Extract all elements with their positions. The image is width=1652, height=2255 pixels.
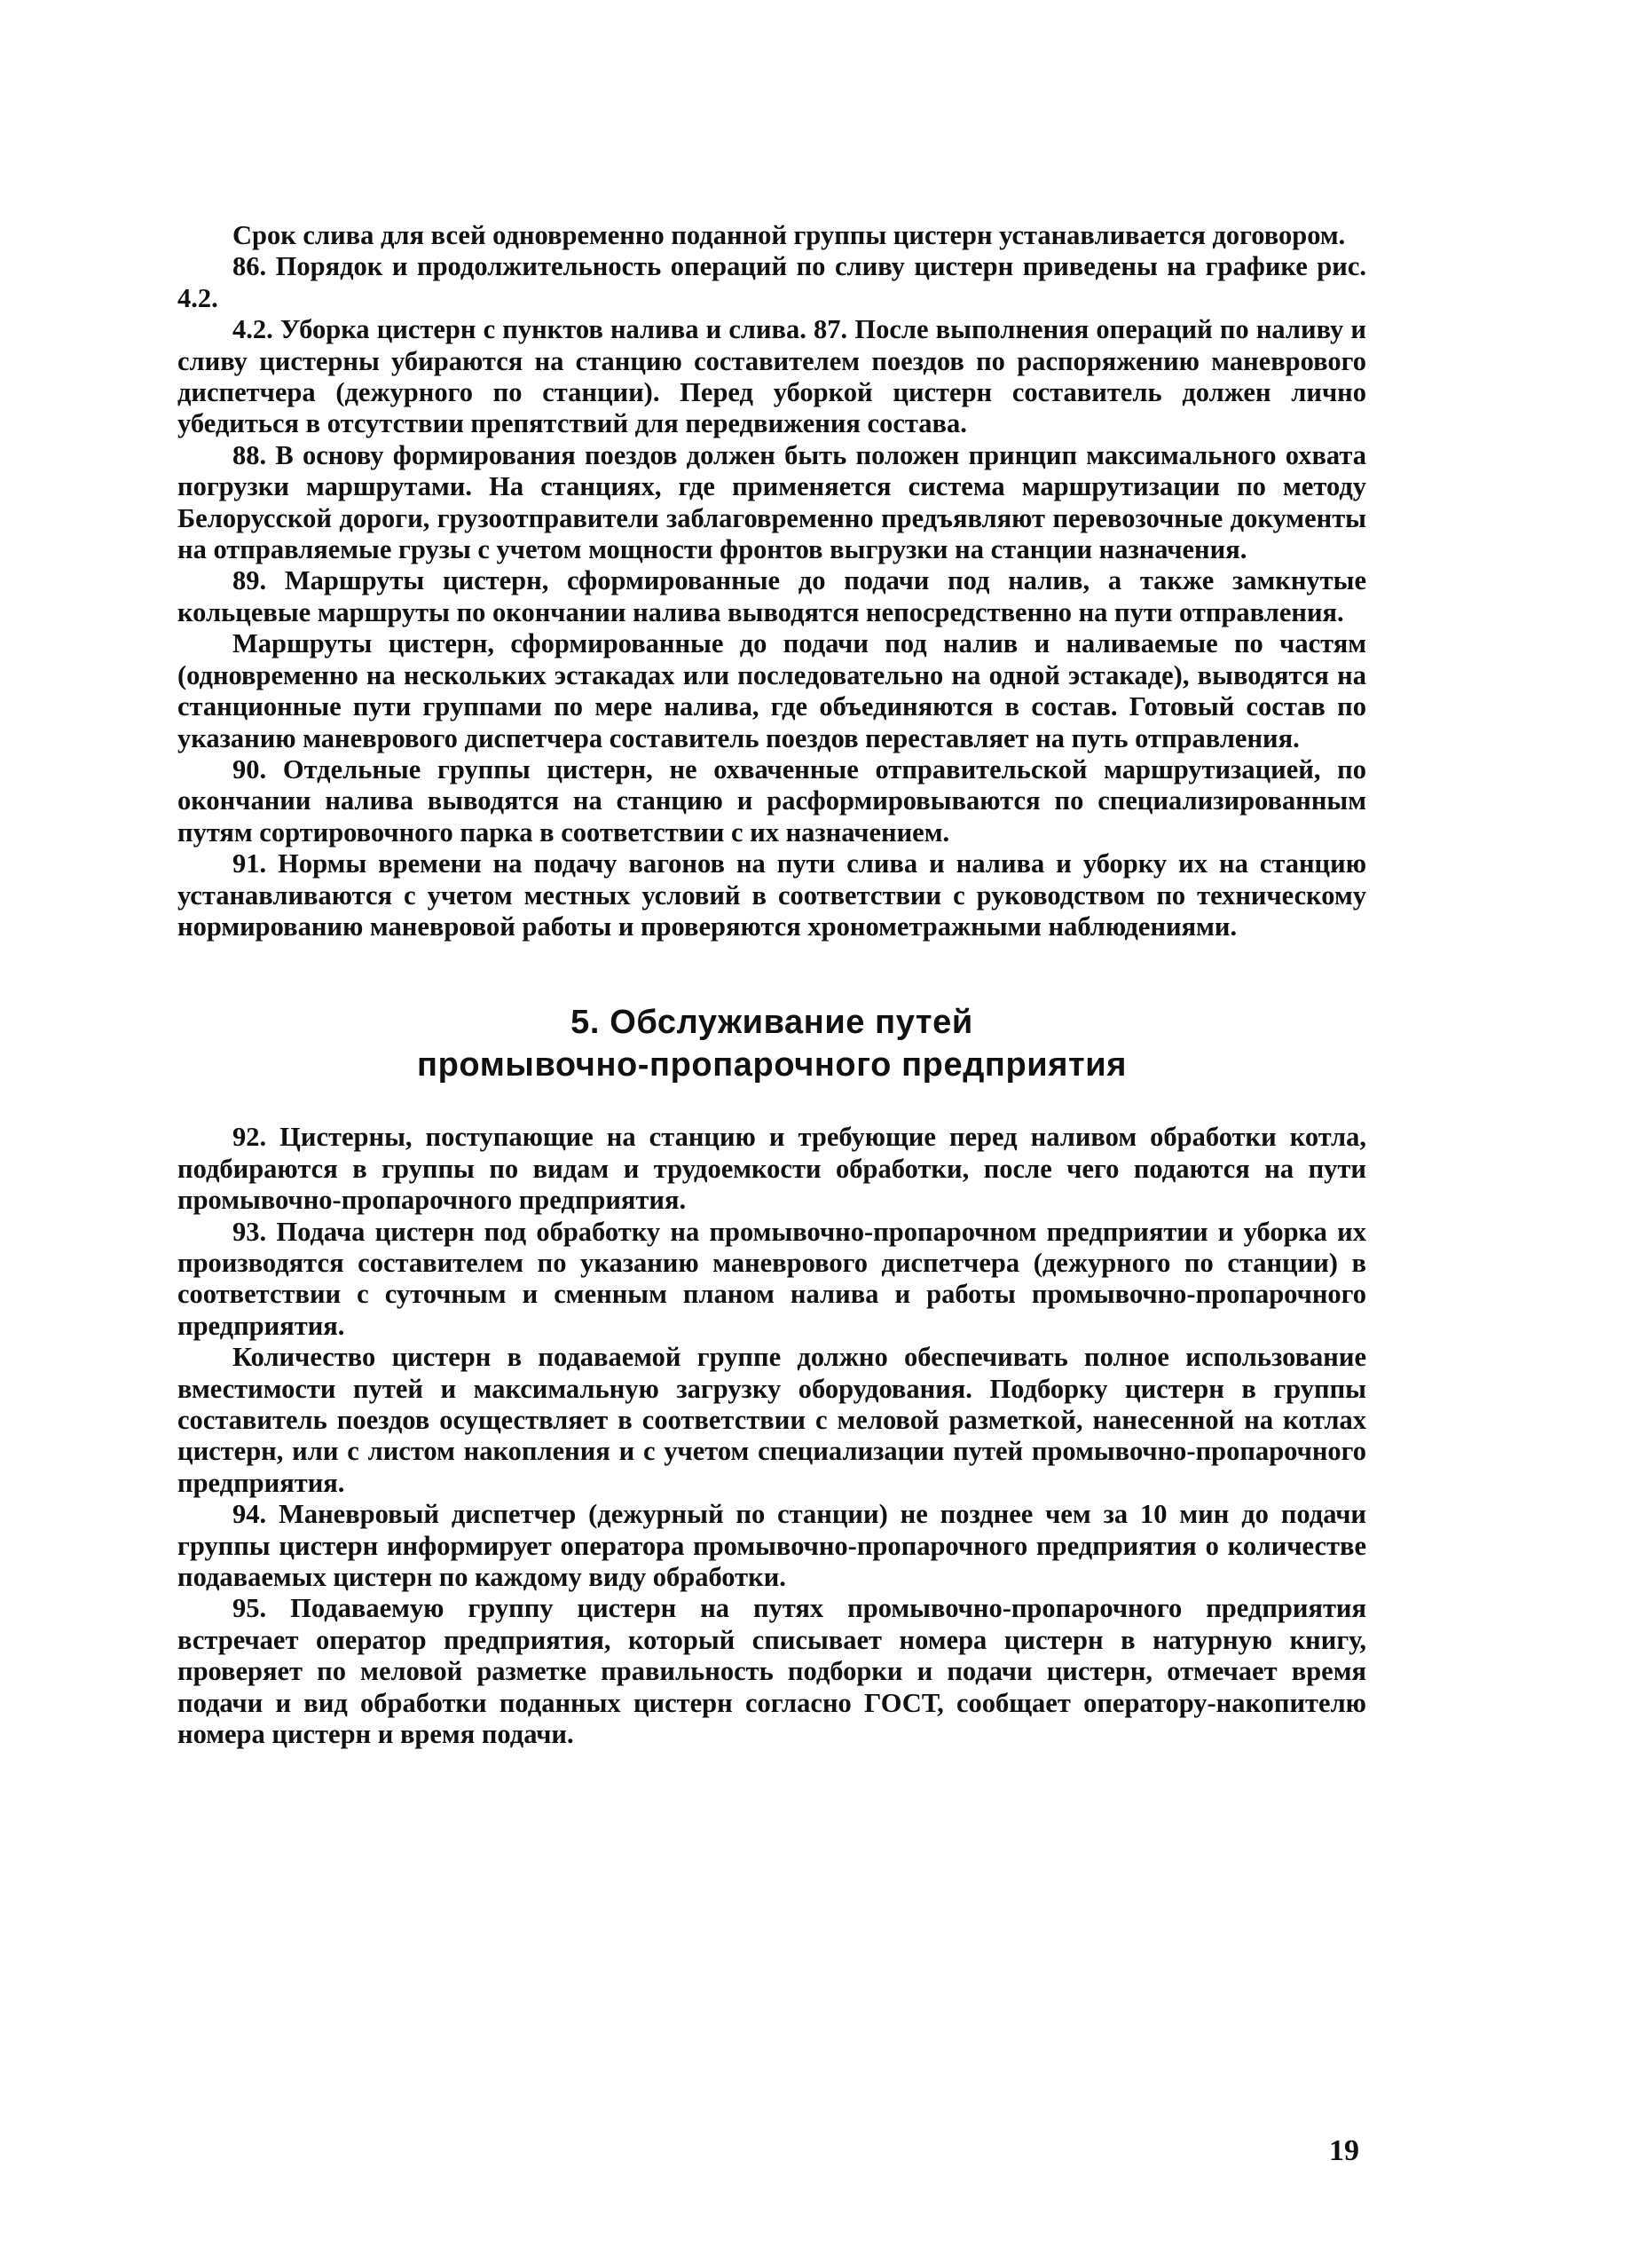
paragraph-95: 95. Подаваемую группу цистерн на путях промывочно-пропарочного предприятия встречает оператор предприятия, который списывает номера цистерн в натурную книгу, проверяет по меловой разметке правильность подборки и подачи цистерн, отмечает время подачи и вид обработки поданных цистерн согласно ГОСТ, сообщает оператору-накопителю номера цистерн и время подачи. <box>177 1593 1366 1750</box>
paragraph-drain-time: Срок слива для всей одновременно поданной группы цистерн устанавливается договором. <box>232 220 1346 250</box>
paragraph-90: 90. Отдельные группы цистерн, не охваченные отправительской маршрутизацией, по окончании налива выводятся на станцию и расформировываются по специализированным путям сортировочного парка в соответствии с их назначением. <box>177 753 1366 848</box>
paragraph-94: 94. Маневровый диспетчер (дежурный по станции) не позднее чем за 10 мин до подачи группы цистерн информирует оператора промывочно-пропарочного предприятия о количестве подаваемых цистерн по каждому виду обработки. <box>177 1499 1366 1593</box>
section-title-line-2: промывочно-пропарочного предприятия <box>417 1046 1127 1084</box>
paragraph-88: 88. В основу формирования поездов должен быть положен принцип максимального охвата погрузки маршрутами. На станциях, где применяется система маршрутизации по методу Белорусской дороги, грузоотправители заблаговременно предъявляют перевозочные документы на отправляемые грузы с учетом мощности фронтов выгрузки на станции назначения. <box>177 439 1366 565</box>
paragraph-93-quantity: Количество цистерн в подаваемой группе должно обеспечивать полное использование вместимости путей и максимальную загрузку оборудования. Подборку цистерн в группы составитель поездов осуществляет в соответствии с меловой разметкой, нанесенной на котлах цистерн, или с листом накопления и с учетом специализации путей промывочно-пропарочного предприятия. <box>177 1342 1366 1498</box>
paragraph-86: 86. Порядок и продолжительность операций по сливу цистерн приведены на графике рис. 4.2. <box>177 251 1366 313</box>
document-page <box>177 220 1366 1750</box>
paragraph-4-2-87: 4.2. Уборка цистерн с пунктов налива и слива. 87. После выполнения операций по наливу и сливу цистерны убираются на станцию составителем поездов по распоряжению маневрового диспетчера (дежурного по станции). Перед уборкой цистерн составитель должен лично убедиться в отсутствии препятствий для передвижения состава. <box>177 314 1366 439</box>
paragraph-91: 91. Нормы времени на подачу вагонов на пути слива и налива и уборку их на станцию устанавливаются с учетом местных условий в соответствии с руководством по техническому нормированию маневровой работы и проверяются хронометражными наблюдениями. <box>177 848 1366 942</box>
section-heading <box>177 1001 1366 1086</box>
paragraph-92: 92. Цистерны, поступающие на станцию и требующие перед наливом обработки котла, подбираются в группы по видам и трудоемкости обработки, после чего подаются на пути промывочно-пропарочного предприятия. <box>177 1122 1366 1216</box>
page-number: 19 <box>1329 2134 1359 2167</box>
paragraph-89-routes: Маршруты цистерн, сформированные до подачи под налив и наливаемые по частям (одновременно на нескольких эстакадах или последовательно на одной эстакаде), выводятся на станционные пути группами по мере налива, где объединяются в состав. Готовый состав по указанию маневрового диспетчера составитель поездов переставляет на путь отправления. <box>177 628 1366 753</box>
paragraph-89: 89. Маршруты цистерн, сформированные до подачи под налив, а также замкнутые кольцевые маршруты по окончании налива выводятся непосредственно на пути отправления. <box>177 565 1366 627</box>
section-title-line-1: 5. Обслуживание путей <box>570 1004 973 1042</box>
paragraph-93: 93. Подача цистерн под обработку на промывочно-пропарочном предприятии и уборка их производятся составителем по указанию маневрового диспетчера (дежурного по станции) в соответствии с суточным и сменным планом налива и работы промывочно-пропарочного предприятия. <box>177 1216 1366 1341</box>
